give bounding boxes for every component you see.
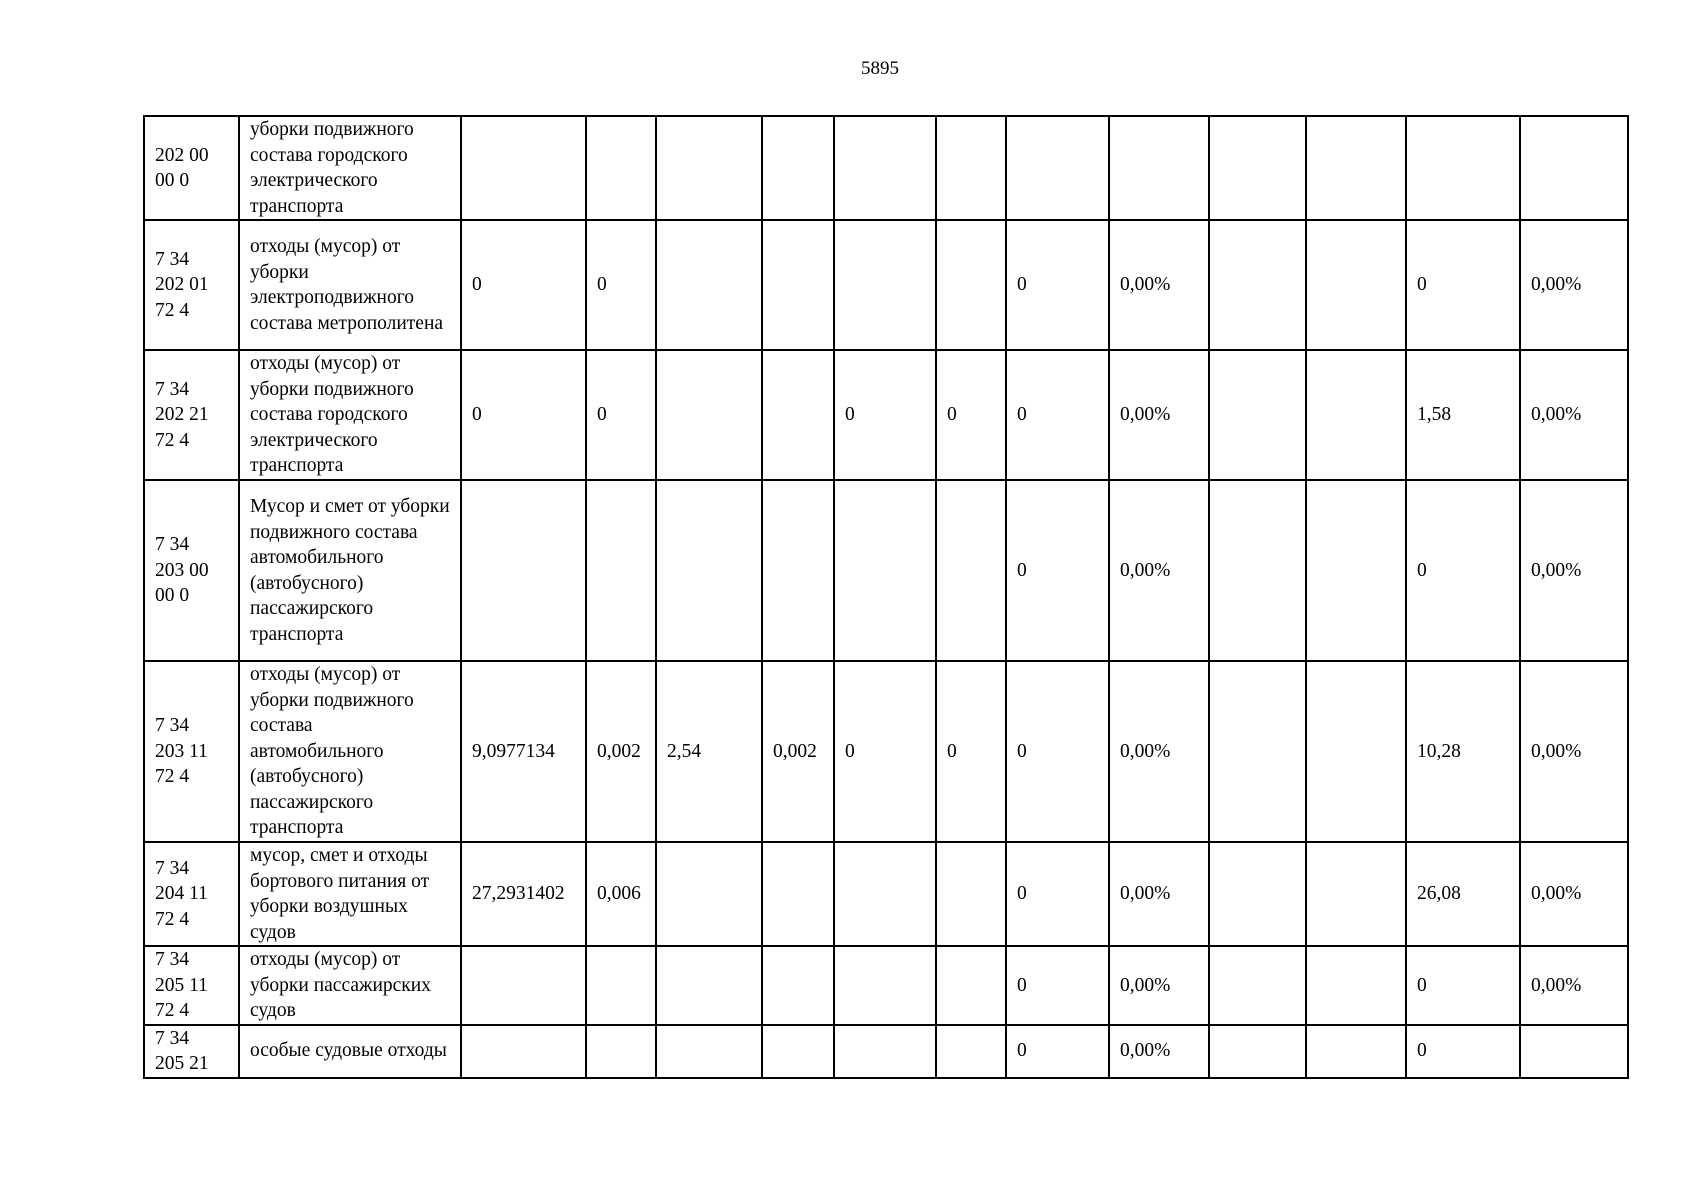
value-cell — [834, 1025, 936, 1078]
value-cell: 0,00% — [1520, 661, 1628, 842]
value-cell: 0,00% — [1109, 1025, 1209, 1078]
waste-code-cell — [144, 350, 239, 480]
value-cell — [834, 842, 936, 946]
waste-code-line: 202 00 — [155, 144, 209, 166]
value-cell — [586, 946, 656, 1025]
value-cell — [1406, 116, 1520, 220]
table-row — [144, 220, 1628, 350]
value-cell: 0 — [1406, 220, 1520, 350]
waste-code-line: 7 34 — [155, 857, 190, 879]
value-cell — [1109, 116, 1209, 220]
value-cell — [1306, 946, 1406, 1025]
value-cell — [1209, 116, 1306, 220]
table-row — [144, 661, 1628, 842]
value-cell: 0 — [1006, 350, 1109, 480]
waste-name-cell: отходы (мусор) от уборки электроподвижного состава метрополитена — [239, 220, 461, 350]
table-row — [144, 1025, 1628, 1078]
value-cell — [586, 116, 656, 220]
table-row — [144, 480, 1628, 661]
value-cell — [762, 946, 834, 1025]
value-cell: 0 — [834, 350, 936, 480]
waste-code-cell — [144, 661, 239, 842]
value-cell: 0,006 — [586, 842, 656, 946]
value-cell: 10,28 — [1406, 661, 1520, 842]
value-cell: 0 — [1006, 661, 1109, 842]
table-row — [144, 842, 1628, 946]
value-cell: 0,00% — [1520, 220, 1628, 350]
value-cell — [1306, 842, 1406, 946]
waste-code-line: 72 4 — [155, 908, 190, 930]
value-cell — [834, 116, 936, 220]
value-cell — [461, 116, 586, 220]
value-cell — [656, 116, 762, 220]
waste-code-cell — [144, 220, 239, 350]
value-cell — [1306, 661, 1406, 842]
value-cell: 0 — [1006, 946, 1109, 1025]
value-cell — [656, 350, 762, 480]
value-cell — [834, 946, 936, 1025]
value-cell — [1306, 116, 1406, 220]
table-row — [144, 946, 1628, 1025]
value-cell: 27,2931402 — [461, 842, 586, 946]
value-cell — [656, 1025, 762, 1078]
value-cell — [762, 842, 834, 946]
value-cell: 0 — [461, 350, 586, 480]
value-cell: 0,00% — [1109, 480, 1209, 661]
value-cell — [1209, 661, 1306, 842]
table-row — [144, 116, 1628, 220]
value-cell — [1209, 946, 1306, 1025]
value-cell — [656, 480, 762, 661]
waste-code-line: 00 0 — [155, 170, 190, 191]
value-cell — [1306, 350, 1406, 480]
waste-code-line: 72 4 — [155, 1000, 190, 1021]
value-cell — [1520, 1025, 1628, 1078]
value-cell: 0 — [1406, 480, 1520, 661]
value-cell: 0 — [936, 661, 1006, 842]
waste-table — [143, 115, 1629, 1079]
waste-code-line: 203 11 — [155, 740, 208, 762]
value-cell: 0,00% — [1109, 350, 1209, 480]
waste-code-line: 00 0 — [155, 585, 190, 607]
value-cell — [936, 1025, 1006, 1078]
value-cell — [762, 350, 834, 480]
value-cell — [461, 480, 586, 661]
value-cell: 0,00% — [1109, 220, 1209, 350]
waste-code-line: 7 34 — [155, 534, 190, 556]
waste-code-line: 205 21 — [155, 1053, 209, 1074]
value-cell: 0 — [1406, 1025, 1520, 1078]
value-cell: 0,00% — [1520, 480, 1628, 661]
value-cell: 1,58 — [1406, 350, 1520, 480]
waste-code-cell — [144, 842, 239, 946]
waste-code-line: 7 34 — [155, 715, 190, 737]
value-cell: 26,08 — [1406, 842, 1520, 946]
value-cell — [936, 946, 1006, 1025]
value-cell: 2,54 — [656, 661, 762, 842]
value-cell — [762, 1025, 834, 1078]
value-cell — [1209, 480, 1306, 661]
waste-name-cell: отходы (мусор) от уборки подвижного состава городского электрического транспорта — [239, 350, 461, 480]
value-cell: 0,00% — [1109, 842, 1209, 946]
value-cell: 9,0977134 — [461, 661, 586, 842]
value-cell: 0 — [1006, 842, 1109, 946]
waste-code-line: 202 01 — [155, 274, 209, 296]
value-cell: 0 — [586, 350, 656, 480]
waste-code-line: 7 34 — [155, 378, 190, 400]
waste-code-line: 205 11 — [155, 974, 208, 996]
value-cell — [1306, 220, 1406, 350]
value-cell — [1209, 1025, 1306, 1078]
waste-code-cell — [144, 116, 239, 220]
waste-name-cell: мусор, смет и отходы бортового питания от уборки воздушных судов — [239, 842, 461, 946]
waste-code-line: 7 34 — [155, 949, 190, 970]
value-cell: 0,002 — [586, 661, 656, 842]
waste-code-cell — [144, 1025, 239, 1078]
value-cell — [461, 1025, 586, 1078]
waste-name-cell: особые судовые отходы — [239, 1025, 461, 1078]
value-cell: 0,00% — [1520, 946, 1628, 1025]
waste-name-cell: отходы (мусор) от уборки подвижного состава автомобильного (автобусного) пассажирского транспорта — [239, 661, 461, 842]
value-cell: 0 — [1006, 480, 1109, 661]
value-cell — [586, 1025, 656, 1078]
value-cell: 0,00% — [1109, 661, 1209, 842]
waste-name-cell: отходы (мусор) от уборки пассажирских судов — [239, 946, 461, 1025]
waste-code-line: 72 4 — [155, 766, 190, 788]
waste-code-line: 72 4 — [155, 299, 190, 321]
value-cell — [1306, 480, 1406, 661]
value-cell — [762, 220, 834, 350]
value-cell — [834, 480, 936, 661]
value-cell: 0,002 — [762, 661, 834, 842]
waste-code-line: 203 00 — [155, 559, 209, 581]
value-cell — [461, 946, 586, 1025]
value-cell: 0 — [1406, 946, 1520, 1025]
waste-name-cell: Мусор и смет от уборки подвижного состава автомобильного (автобусного) пассажирского транспорта — [239, 480, 461, 661]
waste-code-line: 7 34 — [155, 1027, 190, 1049]
value-cell — [656, 946, 762, 1025]
value-cell — [762, 480, 834, 661]
value-cell — [656, 220, 762, 350]
value-cell — [834, 220, 936, 350]
page-number: 5895 — [861, 58, 899, 79]
value-cell: 0,00% — [1520, 350, 1628, 480]
value-cell — [936, 842, 1006, 946]
value-cell: 0 — [1006, 1025, 1109, 1078]
value-cell — [762, 116, 834, 220]
value-cell — [936, 480, 1006, 661]
value-cell — [1306, 1025, 1406, 1078]
value-cell — [936, 116, 1006, 220]
waste-name-cell: уборки подвижного состава городского электрического транспорта — [239, 116, 461, 220]
value-cell — [936, 220, 1006, 350]
value-cell: 0,00% — [1109, 946, 1209, 1025]
waste-code-line: 7 34 — [155, 248, 190, 270]
value-cell — [586, 480, 656, 661]
value-cell: 0 — [936, 350, 1006, 480]
waste-code-line: 72 4 — [155, 429, 190, 451]
value-cell: 0 — [461, 220, 586, 350]
value-cell — [1006, 116, 1109, 220]
value-cell — [656, 842, 762, 946]
waste-code-cell — [144, 946, 239, 1025]
value-cell: 0 — [1006, 220, 1109, 350]
value-cell — [1209, 220, 1306, 350]
table-row — [144, 350, 1628, 480]
value-cell — [1209, 842, 1306, 946]
value-cell — [1209, 350, 1306, 480]
value-cell: 0,00% — [1520, 842, 1628, 946]
waste-code-cell — [144, 480, 239, 661]
waste-code-line: 202 21 — [155, 404, 209, 426]
value-cell — [1520, 116, 1628, 220]
value-cell: 0 — [586, 220, 656, 350]
waste-code-line: 204 11 — [155, 883, 208, 905]
value-cell: 0 — [834, 661, 936, 842]
